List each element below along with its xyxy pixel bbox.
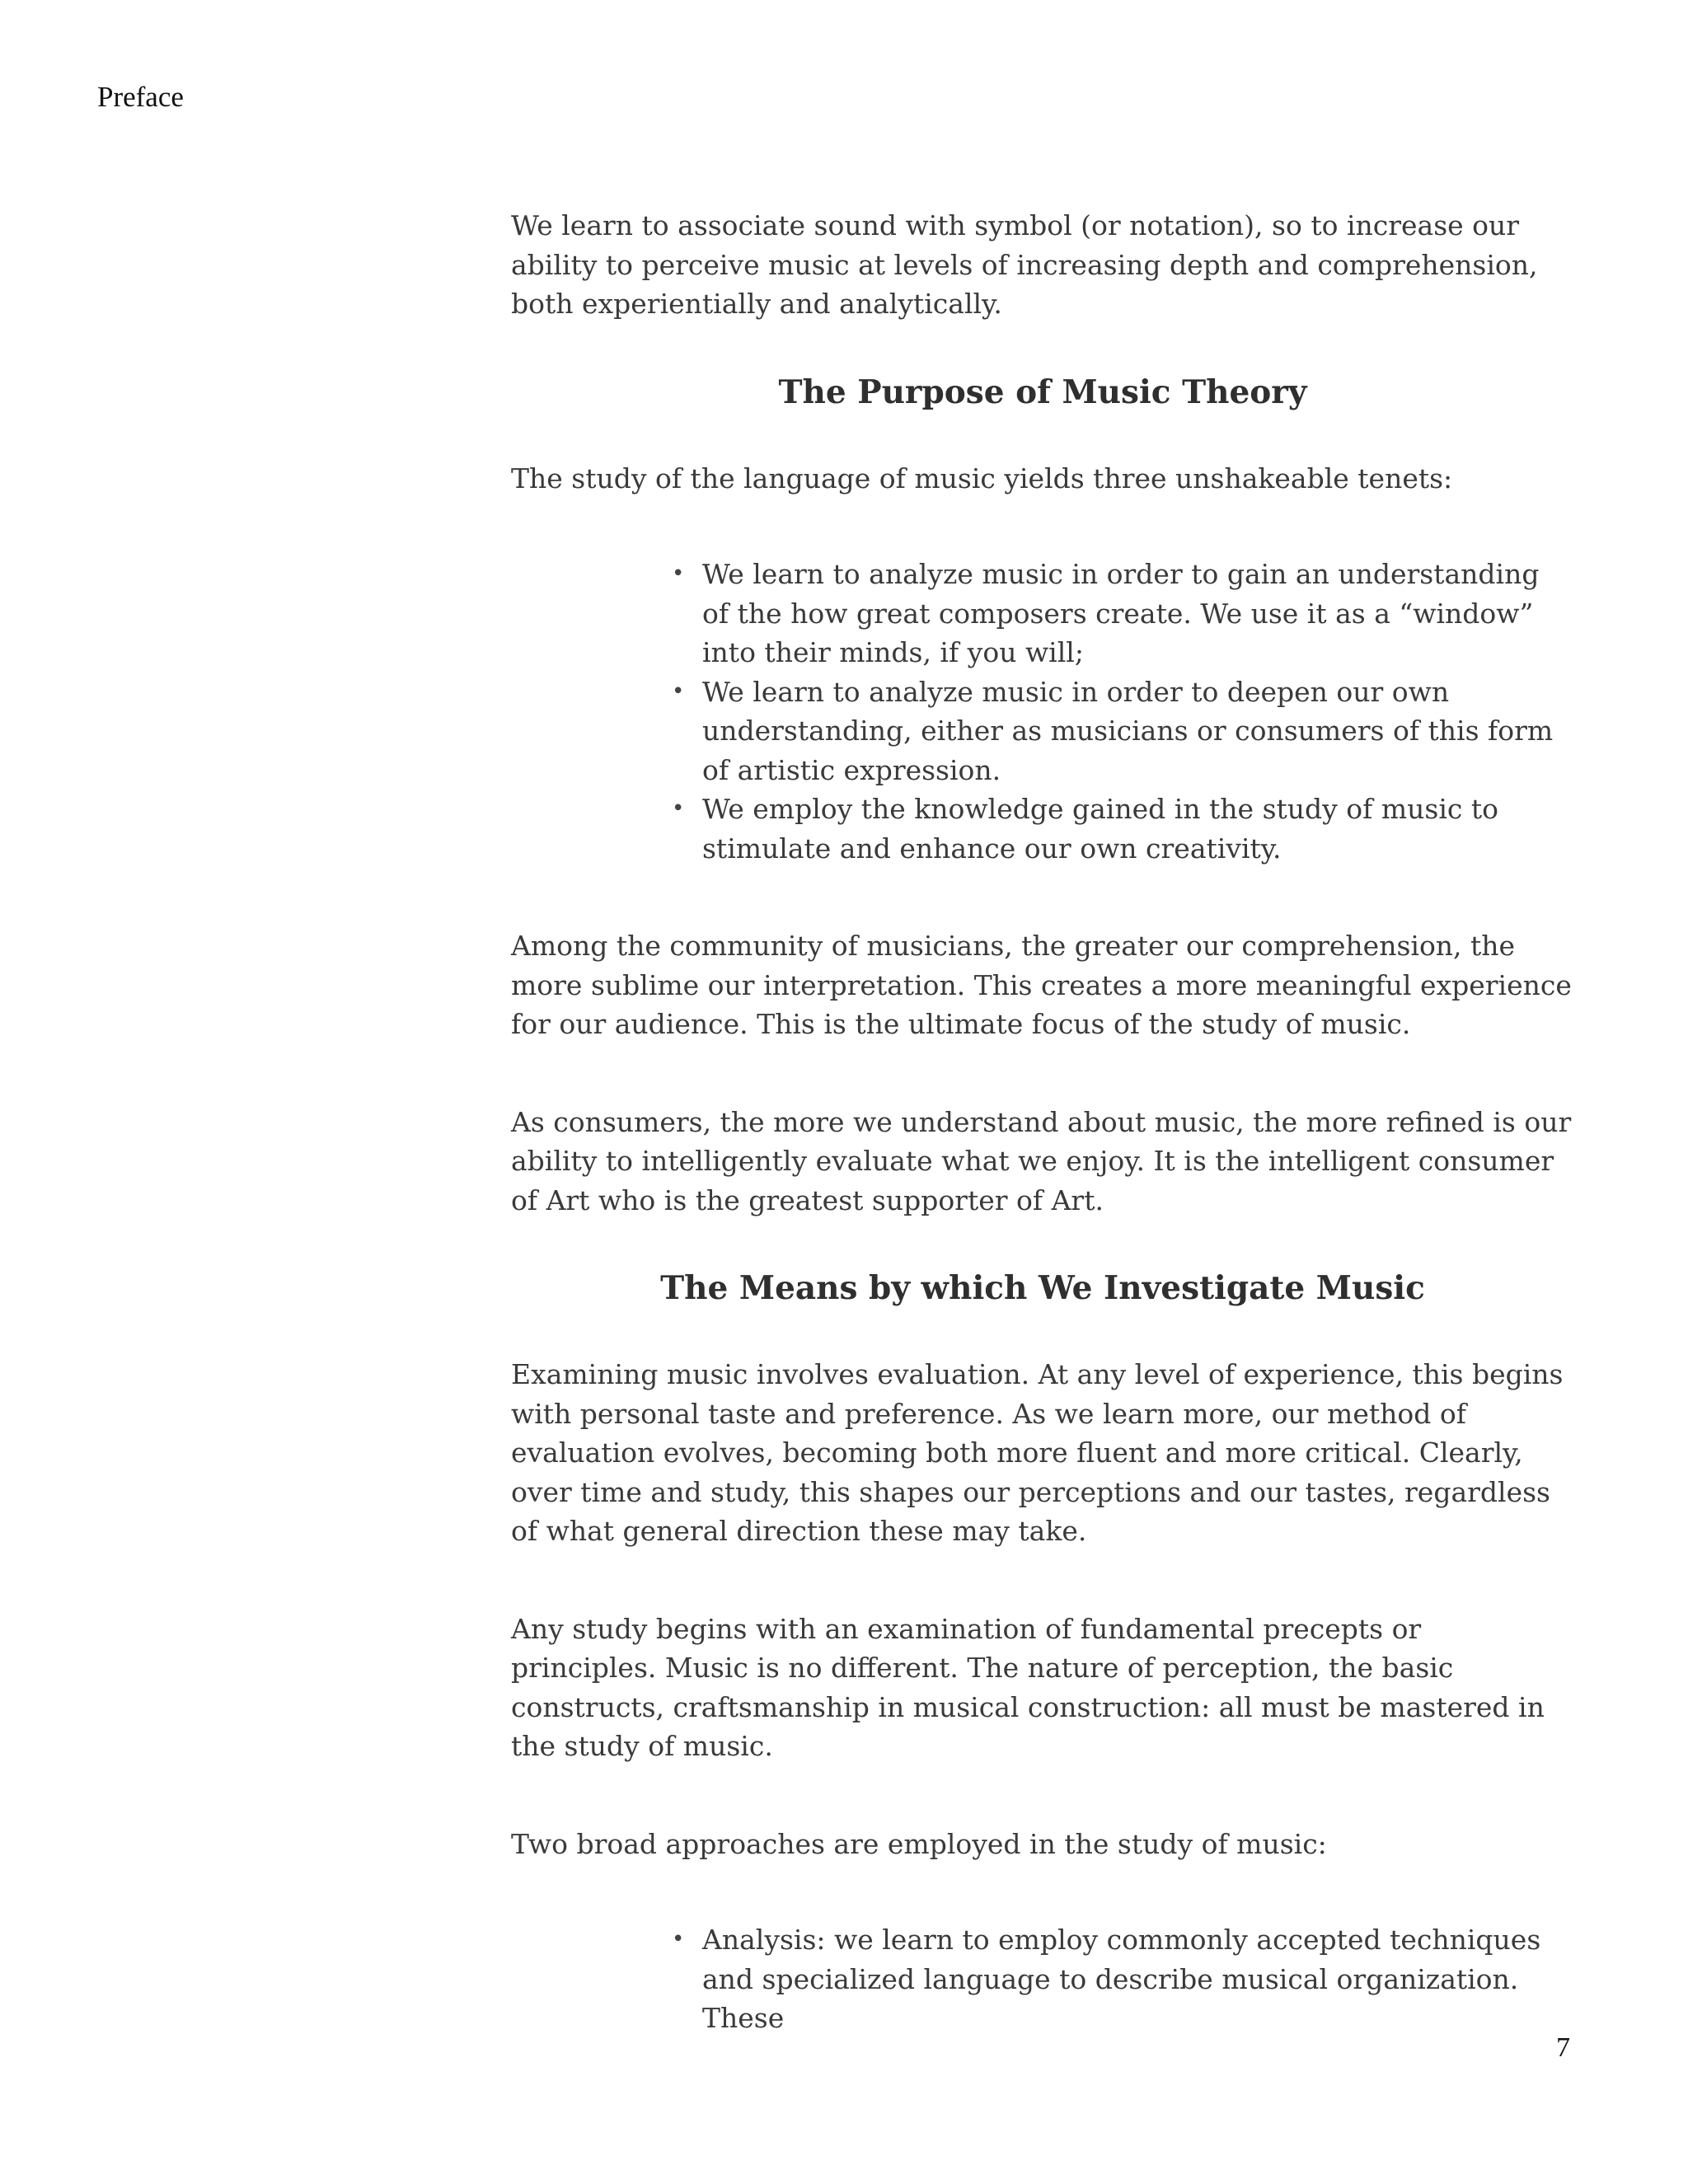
intro-paragraph: We learn to associate sound with symbol (or notation), so to increase our ability to perceive music at levels of increasing depth and comprehension, both experientially and analytically.: [511, 209, 1538, 320]
page-content: [511, 206, 1574, 2038]
section-heading-means: The Means by which We Investigate Music: [660, 1269, 1425, 1307]
body-paragraph: As consumers, the more we understand about music, the more refined is our ability to intelligently evaluate what we enjoy. It is the intelligent consumer of Art who is the greatest supporter of Art.: [511, 1105, 1572, 1216]
list-item: • We learn to analyze music in order to gain an understanding of the how great composers create. We use it as a “window” into their minds, if you will;: [672, 555, 1574, 673]
body-paragraph: Any study begins with an examination of fundamental precepts or principles. Music is no different. The nature of perception, the basic constructs, craftsmanship in musical construction: all must be mastered in the study of music.: [511, 1612, 1545, 1762]
approaches-list: [511, 1920, 1574, 2038]
running-head: Preface: [97, 81, 184, 113]
tenets-list: [511, 555, 1574, 868]
section-heading-purpose: The Purpose of Music Theory: [778, 373, 1307, 411]
section-lead-paragraph: The study of the language of music yields three unshakeable tenets:: [511, 462, 1453, 494]
list-item: • We learn to analyze music in order to deepen our own understanding, either as musicians or consumers of this form of artistic expression.: [672, 673, 1574, 790]
list-item: • We employ the knowledge gained in the study of music to stimulate and enhance our own creativity.: [672, 790, 1574, 868]
body-paragraph: Two broad approaches are employed in the study of music:: [511, 1827, 1327, 1860]
page-number: 7: [1556, 2032, 1570, 2063]
body-paragraph: Examining music involves evaluation. At any level of experience, this begins with personal taste and preference. As we learn more, our method of evaluation evolves, becoming both more fluent and more critical. Clearly, over time and study, this shapes our perceptions and our tastes, regardless of what general direction these may take.: [511, 1358, 1564, 1547]
body-paragraph: Among the community of musicians, the greater our comprehension, the more sublime our interpretation. This creates a more meaningful experience for our audience. This is the ultimate focus of the study of music.: [511, 930, 1572, 1040]
list-item: • Analysis: we learn to employ commonly accepted techniques and specialized language to describe musical organization. These: [672, 1920, 1574, 2038]
